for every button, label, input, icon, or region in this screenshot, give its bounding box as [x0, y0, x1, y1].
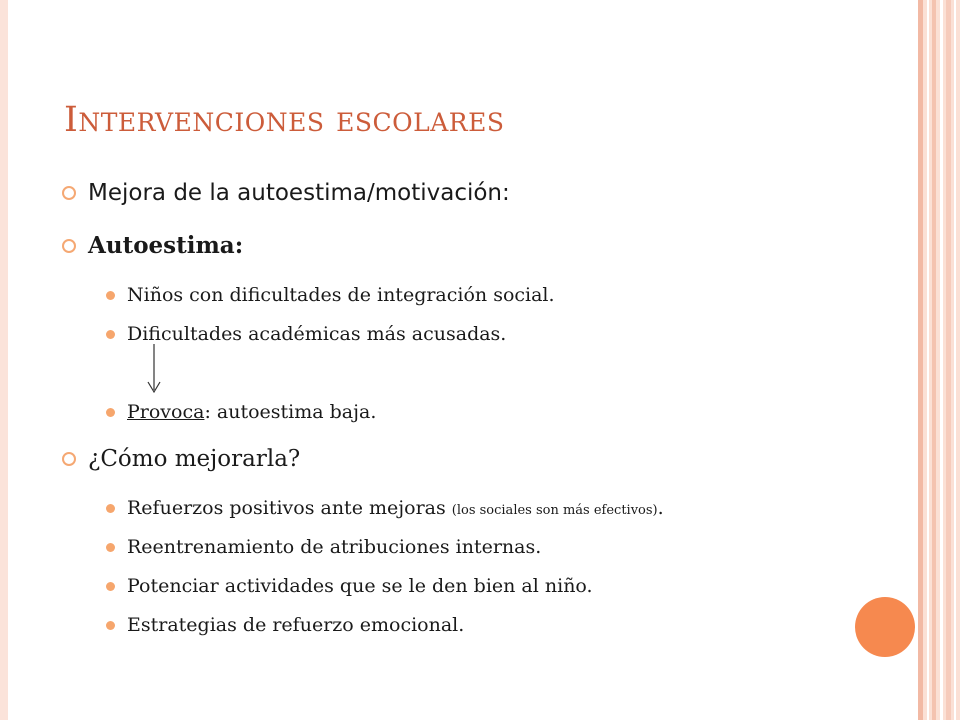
down-arrow-icon — [142, 344, 166, 396]
sub-bullet-item — [62, 606, 912, 645]
ring-bullet-icon — [62, 186, 76, 200]
sub-bullet-end: . — [657, 497, 664, 519]
dot-bullet-icon — [106, 291, 115, 300]
sub-bullet-item — [62, 276, 912, 315]
provoca-label: Provoca — [127, 401, 205, 423]
dot-bullet-icon — [106, 621, 115, 630]
sub-bullet-item — [62, 489, 912, 528]
sub-bullet-item — [62, 567, 912, 606]
sub-bullet-text: Estrategias de refuerzo emocional. — [127, 614, 465, 636]
bullet-item — [62, 223, 912, 276]
sub-bullet-text: Reentrenamiento de atribuciones internas. — [127, 536, 542, 558]
bullet-text: Mejora de la autoestima/motivación: — [88, 180, 510, 206]
bullet-item — [62, 436, 912, 489]
bullet-text: ¿Cómo mejorarla? — [88, 446, 301, 472]
ring-bullet-icon — [62, 239, 76, 253]
sub-bullet-text: Refuerzos positivos ante mejoras — [127, 497, 452, 519]
ring-bullet-icon — [62, 452, 76, 466]
sub-bullet-item — [62, 315, 912, 354]
sub-bullet-item — [62, 393, 912, 436]
dot-bullet-icon — [106, 504, 115, 513]
bullet-text: Autoestima: — [88, 232, 244, 259]
sub-bullet-text: Potenciar actividades que se le den bien al niño. — [127, 575, 593, 597]
dot-bullet-icon — [106, 543, 115, 552]
slide-content — [62, 170, 912, 645]
dot-bullet-icon — [106, 582, 115, 591]
dot-bullet-icon — [106, 330, 115, 339]
sub-bullet-text: Niños con dificultades de integración social. — [127, 284, 555, 306]
sub-bullet-note: (los sociales son más efectivos) — [451, 503, 658, 518]
bullet-item — [62, 170, 912, 223]
slide-title: Intervenciones escolares — [64, 100, 505, 140]
provoca-text: : autoestima baja. — [204, 401, 377, 423]
sub-bullet-text: Dificultades académicas más acusadas. — [127, 323, 507, 345]
slide-frame-left — [0, 0, 8, 720]
slide-frame-right — [918, 0, 960, 720]
dot-bullet-icon — [106, 408, 115, 417]
arrow-spacer — [62, 354, 912, 393]
sub-bullet-item — [62, 528, 912, 567]
